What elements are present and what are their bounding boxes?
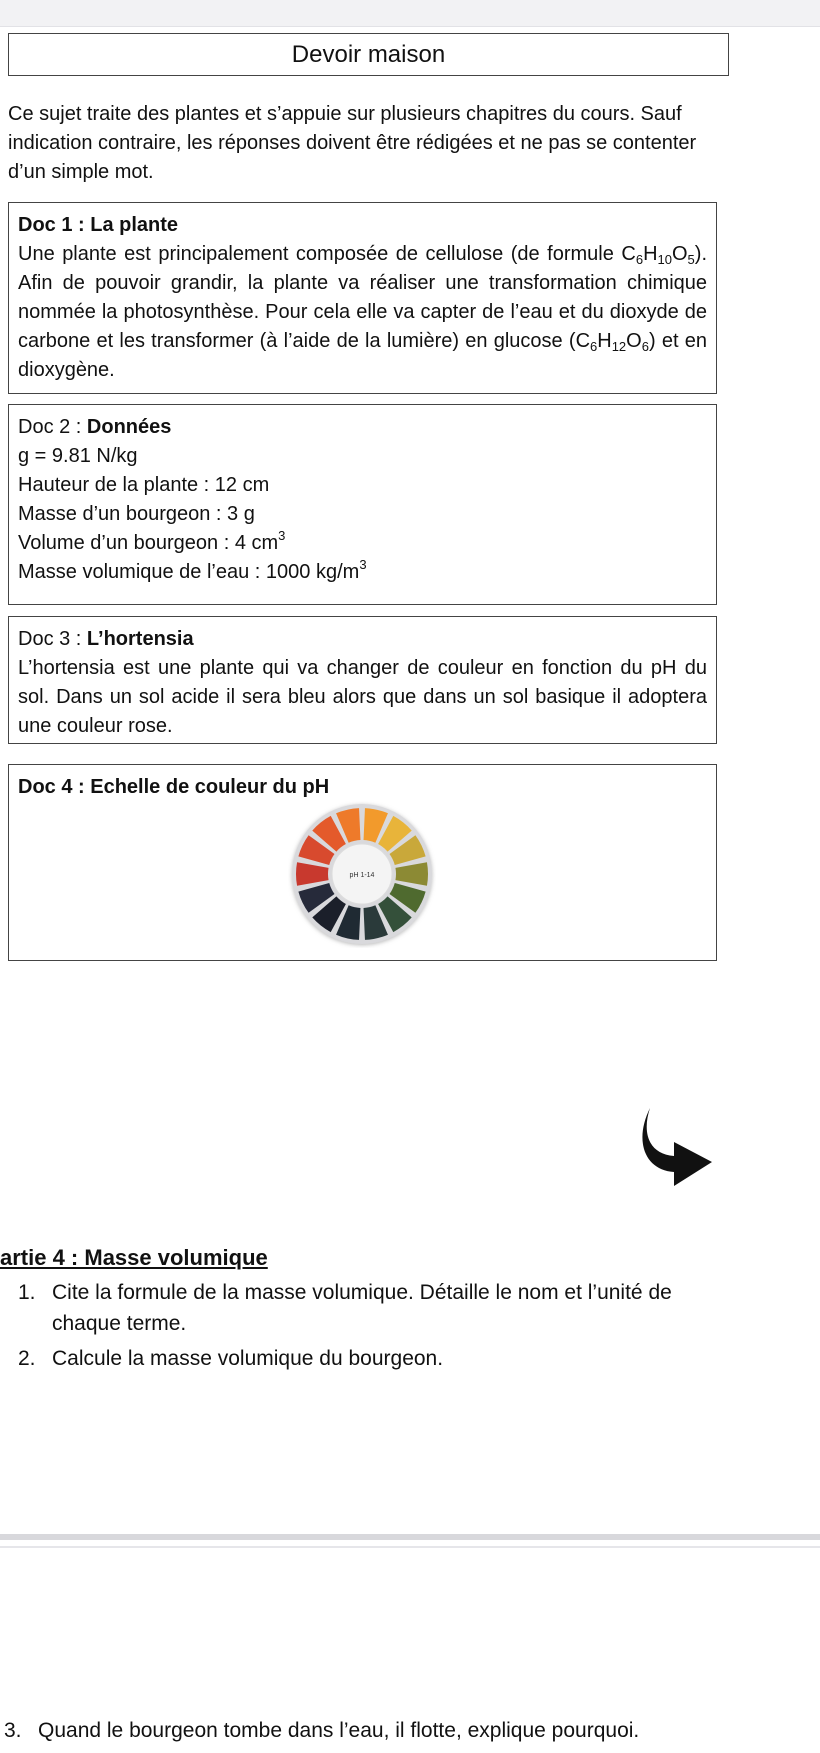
f1-o: O — [671, 243, 688, 265]
doc1-text-1: Une plante est principalement composée de cellulose (de formule — [18, 243, 622, 265]
question-1-text-b: chaque terme. — [52, 1312, 187, 1335]
page-title-text: Devoir maison — [291, 40, 446, 68]
doc4-title — [18, 773, 707, 802]
doc3-prefix: Doc 3 : — [18, 628, 82, 650]
doc3-box — [8, 616, 717, 744]
doc2-hauteur: Hauteur de la plante : 12 cm — [18, 474, 270, 496]
doc2-rho-text: Masse volumique de l’eau : 1000 kg/m — [18, 561, 360, 583]
doc2-prefix: Doc 2 : — [18, 416, 82, 438]
f1-h: H — [643, 243, 658, 265]
top-bar — [0, 0, 820, 27]
f2-c: C — [575, 330, 591, 352]
f2-o-n: 6 — [641, 339, 649, 354]
doc1-text-3: ) et en dioxygène. — [18, 330, 707, 381]
next-page-arrow-icon — [640, 1106, 714, 1188]
doc2-rho — [18, 558, 707, 587]
doc1-title-text: La plante — [90, 214, 179, 236]
ph-wheel-svg — [288, 800, 436, 948]
doc3-text: L’hortensia est une plante qui va changer de couleur en fonction du pH du sol. Dans un sol acide il sera bleu alors que dans un sol basique il adoptera une couleur rose. — [18, 657, 707, 737]
page-title — [8, 33, 729, 76]
doc2-rho-exp: 3 — [359, 557, 367, 572]
doc1-text — [18, 240, 707, 385]
doc4-title-text: Echelle de couleur du pH — [90, 776, 330, 798]
cellulose-formula — [621, 243, 694, 265]
f1-c-n: 6 — [635, 252, 644, 267]
doc3-title-text: L’hortensia — [86, 628, 194, 650]
doc2-masse: Masse d’un bourgeon : 3 g — [18, 503, 255, 525]
f1-h-n: 10 — [657, 252, 672, 267]
f2-o: O — [626, 330, 642, 352]
doc1-box — [8, 202, 717, 394]
glucose-formula — [576, 330, 649, 352]
f2-h-n: 12 — [611, 339, 627, 354]
question-3-number: 3. — [4, 1719, 22, 1742]
doc2-gravity: g = 9.81 N/kg — [18, 445, 138, 467]
doc4-prefix: Doc 4 : — [18, 776, 85, 798]
f2-h: H — [597, 330, 612, 352]
section-divider — [0, 1534, 820, 1540]
question-2-number: 2. — [18, 1347, 36, 1370]
doc1-prefix: Doc 1 : — [18, 214, 85, 236]
doc2-box — [8, 404, 717, 605]
doc2-volume — [18, 529, 707, 558]
question-3 — [4, 1715, 639, 1746]
question-2-text: Calcule la masse volumique du bourgeon. — [52, 1347, 444, 1370]
section-divider-2 — [0, 1546, 820, 1548]
doc1-text-2: ). Afin de pouvoir grandir, la plante va réaliser une transformation chimique nommée la photosynthèse. Pour cela elle va capter de l’eau et du dioxyde de carbone et les transformer (à l’aide de la lumière) en glucose ( — [18, 243, 707, 352]
doc2-volume-text: Volume d’un bourgeon : 4 cm — [18, 532, 279, 554]
question-1-text-a: Cite la formule de la masse volumique. Détaille le nom et l’unité de — [52, 1281, 672, 1304]
doc2-title-text: Données — [86, 416, 172, 438]
question-1-number: 1. — [18, 1281, 36, 1304]
f1-o-n: 5 — [687, 252, 695, 267]
f2-c-n: 6 — [590, 339, 598, 354]
f1-c: C — [621, 243, 636, 265]
part-title: artie 4 : Masse volumique — [0, 1245, 268, 1270]
doc1-title — [18, 211, 707, 240]
doc2-title — [18, 413, 707, 442]
question-1 — [18, 1277, 818, 1339]
intro-text: Ce sujet traite des plantes et s’appuie sur plusieurs chapitres du cours. Sauf indication contraire, les réponses doivent être rédigées et ne pas se contenter d’un simple mot. — [8, 103, 697, 183]
question-3-text: Quand le bourgeon tombe dans l’eau, il flotte, explique pourquoi. — [38, 1719, 640, 1742]
doc2-volume-exp: 3 — [278, 528, 286, 543]
doc3-title — [18, 625, 707, 654]
wheel-label: pH 1-14 — [349, 872, 375, 879]
question-2 — [18, 1343, 443, 1374]
ph-color-wheel — [288, 800, 436, 948]
